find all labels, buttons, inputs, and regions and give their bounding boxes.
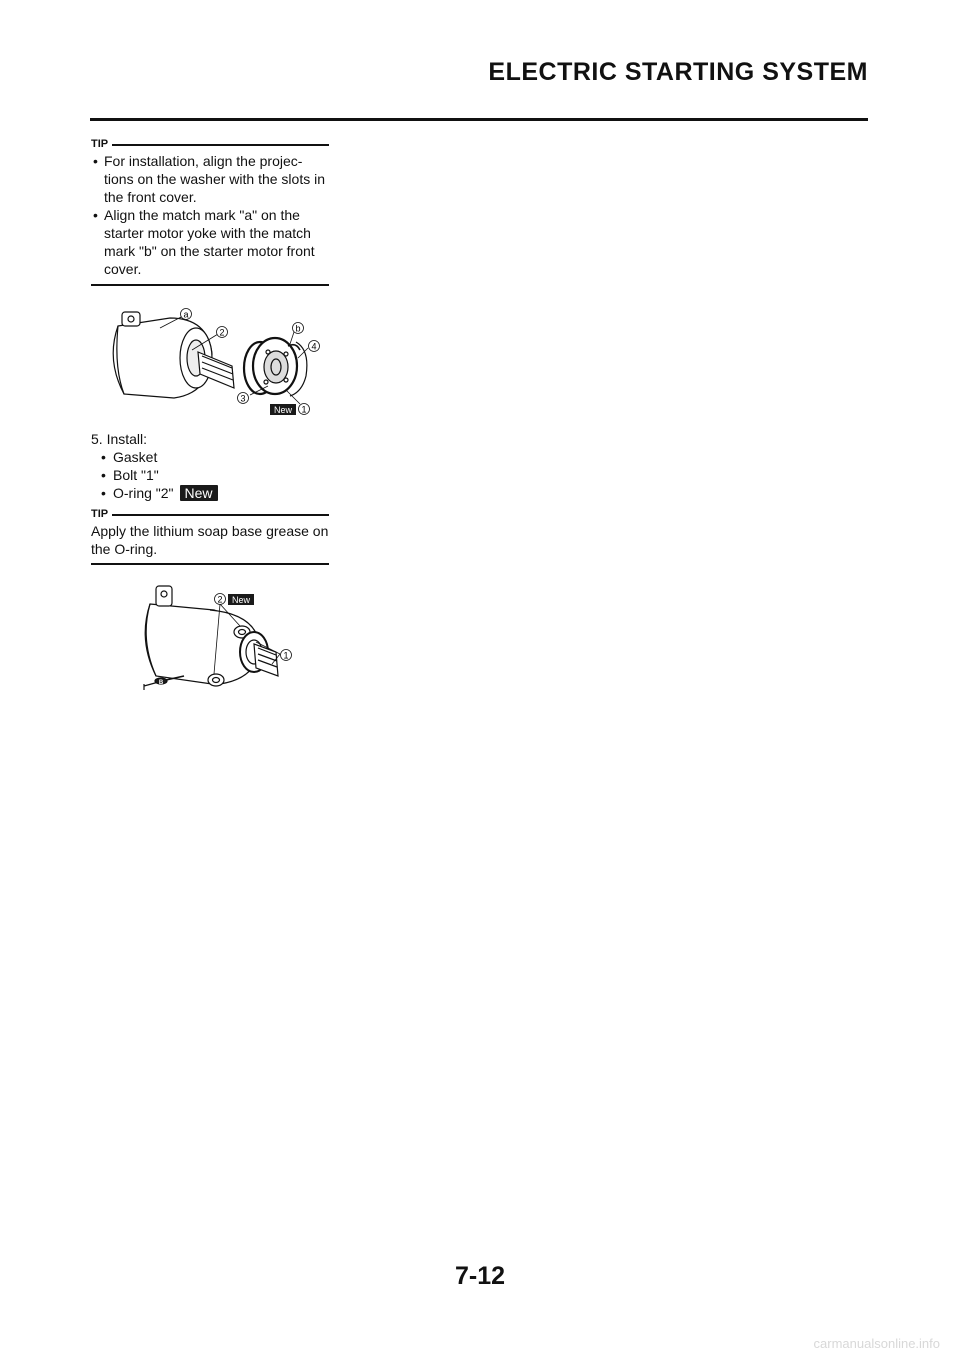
grease-symbol <box>159 680 164 686</box>
new-badge: New <box>180 485 218 501</box>
svg-text:1: 1 <box>301 404 307 415</box>
tip-label: TIP <box>91 138 109 150</box>
tip-rule <box>112 144 329 146</box>
install-part-item <box>101 484 218 502</box>
callout-4 <box>309 341 320 352</box>
tip-label: TIP <box>91 508 109 520</box>
starter-motor-assembly-figure <box>100 298 340 423</box>
starter-motor-yoke-drawing <box>113 309 307 398</box>
tip-bullet-list <box>91 152 329 278</box>
svg-text:2: 2 <box>217 594 223 605</box>
callout-1 <box>281 650 292 661</box>
svg-text:B: B <box>158 680 164 686</box>
page-title: ELECTRIC STARTING SYSTEM <box>488 58 868 86</box>
svg-text:a: a <box>183 309 189 320</box>
tip-box-grease <box>91 508 329 565</box>
tip-text: Apply the lithium soap base grease on the O-ring. <box>91 523 329 557</box>
install-part-label: O-ring "2" <box>113 485 174 501</box>
svg-text:2: 2 <box>219 327 225 338</box>
callout-b <box>293 323 304 334</box>
tip-header <box>91 138 329 150</box>
svg-text:New: New <box>231 595 251 605</box>
tip-bullet-item: • Align the match mark "a" on the starter motor yoke with the match mark "b" on the starter motor front cover. <box>91 206 329 278</box>
new-badge <box>270 404 296 415</box>
tip-bottom-rule <box>91 563 329 565</box>
svg-text:b: b <box>295 323 301 334</box>
install-step <box>91 430 218 502</box>
tip-bullet-item: • For installation, align the projec-tions on the washer with the slots in the front cover. <box>91 152 329 206</box>
tip-bottom-rule <box>91 284 329 286</box>
install-part-item: • Gasket <box>101 448 218 466</box>
svg-text:3: 3 <box>240 393 246 404</box>
callout-a <box>181 309 192 320</box>
install-part-item: • Bolt "1" <box>101 466 218 484</box>
starter-motor-oring-figure <box>136 580 336 698</box>
tip-box-alignment <box>91 138 329 286</box>
svg-text:New: New <box>273 405 293 415</box>
install-parts-list <box>91 448 218 502</box>
callout-2 <box>217 327 228 338</box>
callout-3 <box>238 393 249 404</box>
header-rule <box>90 118 868 121</box>
svg-text:1: 1 <box>283 650 289 661</box>
new-badge <box>228 594 254 605</box>
watermark: carmanualsonline.info <box>813 1336 940 1351</box>
page-number: 7-12 <box>454 1262 506 1290</box>
tip-rule <box>112 514 329 516</box>
callout-2 <box>215 594 226 605</box>
starter-motor-drawing <box>144 586 278 690</box>
callout-1 <box>299 404 310 415</box>
tip-header <box>91 508 329 520</box>
step-heading: 5. Install: <box>91 431 148 447</box>
svg-text:4: 4 <box>311 341 317 352</box>
